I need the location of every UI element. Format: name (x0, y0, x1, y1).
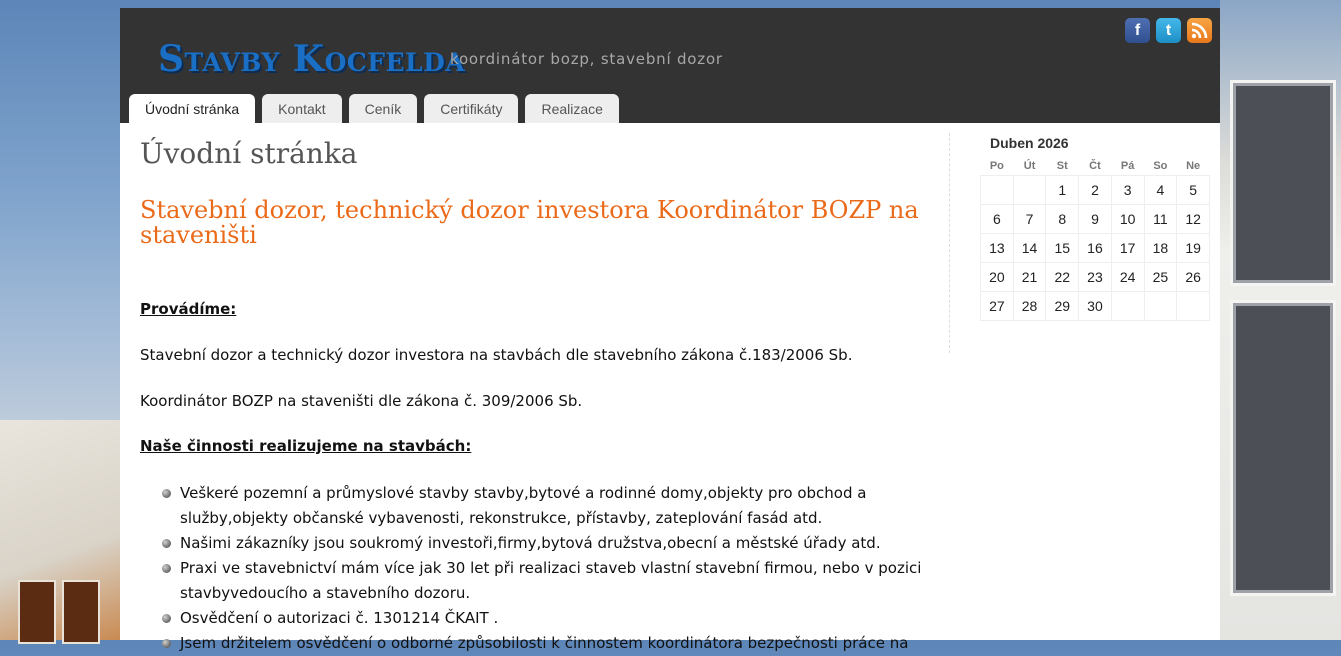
calendar-day[interactable]: 22 (1046, 263, 1079, 292)
background-building-right (1220, 0, 1341, 640)
list-item (140, 606, 940, 631)
calendar-day[interactable]: 30 (1079, 292, 1112, 321)
calendar-day[interactable]: 10 (1111, 205, 1144, 234)
calendar-day[interactable]: 23 (1079, 263, 1112, 292)
calendar-empty-cell (1144, 292, 1177, 321)
calendar-week-row (981, 263, 1210, 292)
calendar-day[interactable]: 20 (981, 263, 1014, 292)
calendar-day[interactable]: 29 (1046, 292, 1079, 321)
calendar-day[interactable]: 16 (1079, 234, 1112, 263)
background-window (1230, 80, 1336, 286)
calendar-day[interactable]: 21 (1013, 263, 1046, 292)
calendar-day[interactable]: 7 (1013, 205, 1046, 234)
calendar-day[interactable]: 25 (1144, 263, 1177, 292)
list-item (140, 481, 940, 531)
calendar-day[interactable]: 14 (1013, 234, 1046, 263)
list-item-text: Veškeré pozemní a průmyslové stavby stavby,bytové a rodinné domy,objekty pro obchod a služby,objekty občanské vybavenosti, rekonstrukce, přístavby, zateplování fasád atd. (180, 484, 867, 527)
list-item (140, 631, 940, 656)
calendar-day[interactable]: 27 (981, 292, 1014, 321)
calendar-week-row (981, 205, 1210, 234)
main-nav (129, 94, 619, 123)
calendar-day[interactable]: 26 (1177, 263, 1210, 292)
calendar-day[interactable]: 3 (1111, 176, 1144, 205)
calendar-day[interactable]: 12 (1177, 205, 1210, 234)
calendar-widget (980, 135, 1210, 321)
calendar-day[interactable]: 24 (1111, 263, 1144, 292)
site-title-link[interactable]: Stavby Kocfelda (158, 38, 466, 80)
background-window (18, 580, 56, 644)
weekday-label: Čt (1089, 160, 1101, 172)
list-item-text: Našimi zákazníky jsou soukromý investoři,firmy,bytová družstva,obecní a městské úřady atd. (180, 534, 881, 552)
tab-certifikaty[interactable]: Certifikáty (424, 94, 518, 123)
tab-realizace[interactable]: Realizace (525, 94, 618, 123)
calendar-empty-cell (1111, 292, 1144, 321)
facebook-icon[interactable]: f (1125, 18, 1150, 43)
page-wrapper (120, 8, 1220, 652)
calendar-day[interactable]: 11 (1144, 205, 1177, 234)
bullet-icon (162, 489, 171, 498)
sidebar-divider (949, 133, 950, 353)
page-title: Úvodní stránka (140, 137, 358, 170)
calendar-day[interactable]: 15 (1046, 234, 1079, 263)
calendar-day[interactable]: 1 (1046, 176, 1079, 205)
weekday-label: Po (989, 160, 1004, 172)
background-window (62, 580, 100, 644)
page-subtitle: Stavební dozor, technický dozor investora Koordinátor BOZP na staveništi (140, 196, 919, 249)
section-heading-provadime: Provádíme: (140, 300, 237, 318)
paragraph-stavebni-dozor: Stavební dozor a technický dozor investora na stavbách dle stavebního zákona č.183/2006 Sb. (140, 346, 853, 364)
site-tagline: koordinátor bozp, stavební dozor (450, 50, 723, 68)
calendar-day[interactable]: 6 (981, 205, 1014, 234)
weekday-label: Ne (1186, 160, 1201, 172)
calendar-week-row (981, 292, 1210, 321)
calendar-day[interactable]: 19 (1177, 234, 1210, 263)
calendar-day[interactable]: 18 (1144, 234, 1177, 263)
activities-list (140, 481, 940, 656)
paragraph-koordinator: Koordinátor BOZP na staveništi dle zákona č. 309/2006 Sb. (140, 392, 583, 410)
list-item-text: Praxi ve stavebnictví mám více jak 30 let při realizaci staveb vlastní stavební firmou, nebo v pozici stavbyvedoucího a stavebního dozoru. (180, 559, 922, 602)
list-item-text: Jsem držitelem osvědčení o odborné způsobilosti k činnostem koordinátora bezpečnosti práce na (180, 634, 909, 652)
twitter-icon[interactable]: t (1156, 18, 1181, 43)
calendar-body (981, 176, 1210, 321)
weekday-label: Út (1023, 160, 1036, 172)
tab-kontakt[interactable]: Kontakt (262, 94, 341, 123)
weekday-label: Pá (1120, 160, 1135, 172)
background-building-left (0, 420, 120, 640)
calendar-day[interactable]: 17 (1111, 234, 1144, 263)
calendar-day[interactable]: 28 (1013, 292, 1046, 321)
site-header (120, 8, 1220, 123)
bullet-icon (162, 539, 171, 548)
social-icons (1125, 18, 1212, 43)
calendar-day[interactable]: 2 (1079, 176, 1112, 205)
bullet-icon (162, 614, 171, 623)
calendar-day[interactable]: 9 (1079, 205, 1112, 234)
calendar-day[interactable]: 5 (1177, 176, 1210, 205)
calendar-day[interactable]: 13 (981, 234, 1014, 263)
tab-cenik[interactable]: Ceník (349, 94, 418, 123)
calendar-day[interactable]: 4 (1144, 176, 1177, 205)
calendar-day[interactable]: 8 (1046, 205, 1079, 234)
calendar-empty-cell (1177, 292, 1210, 321)
calendar-caption: Duben 2026 (990, 135, 1069, 151)
tab-uvodni-stranka[interactable]: Úvodní stránka (129, 94, 255, 123)
list-item-text: Osvědčení o autorizaci č. 1301214 ČKAIT . (180, 609, 499, 627)
bullet-icon (162, 564, 171, 573)
calendar-empty-cell (1013, 176, 1046, 205)
list-item (140, 556, 940, 606)
calendar-empty-cell (981, 176, 1014, 205)
weekday-label: St (1056, 160, 1068, 172)
rss-icon[interactable] (1187, 18, 1212, 43)
calendar-week-row (981, 234, 1210, 263)
weekday-label: So (1153, 160, 1168, 172)
list-item (140, 531, 940, 556)
calendar-week-row (981, 176, 1210, 205)
bullet-icon (162, 639, 171, 648)
section-heading-cinnosti: Naše činnosti realizujeme na stavbách: (140, 437, 472, 455)
main-content (140, 123, 940, 656)
rss-icon-glyph (1191, 22, 1208, 39)
background-window (1230, 300, 1336, 596)
calendar-table (980, 157, 1210, 321)
calendar-weekday-row (981, 157, 1210, 176)
